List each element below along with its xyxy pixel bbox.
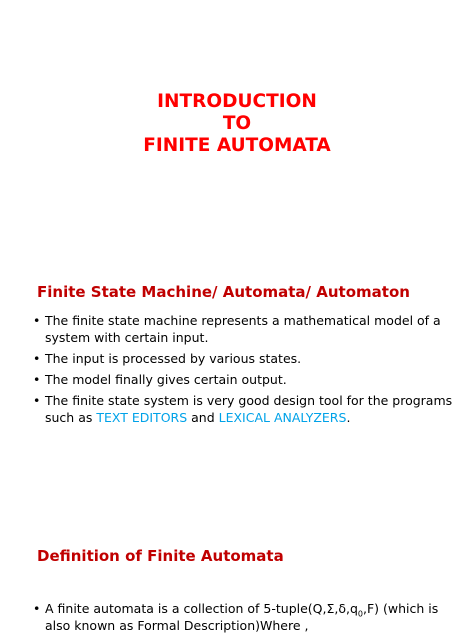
bullet-item — [33, 392, 453, 426]
bullet-text-after: . — [346, 410, 351, 425]
bullet-text-before: The finite state system is very good design tool for the programs such as — [45, 393, 453, 425]
bullet-icon: • — [33, 313, 41, 328]
section-heading-definition: Definition of Finite Automata — [37, 547, 284, 565]
title-line-1: INTRODUCTION — [157, 91, 317, 112]
definition-bullet-list — [33, 600, 453, 638]
title-line-2: TO — [222, 113, 252, 134]
finite-state-machine-bullet-list — [33, 312, 453, 430]
bullet-icon: • — [33, 351, 41, 366]
bullet-text: The model finally gives certain output. — [45, 372, 287, 387]
bullet-text: The input is processed by various states. — [45, 351, 302, 366]
highlight-lexical-analyzers: LEXICAL ANALYZERS — [218, 410, 347, 425]
title-line-3: FINITE AUTOMATA — [143, 135, 331, 156]
bullet-icon: • — [33, 601, 41, 616]
bullet-item — [33, 371, 453, 388]
subscript-zero: 0 — [357, 609, 364, 619]
bullet-icon: • — [33, 372, 41, 387]
bullet-item — [33, 350, 453, 367]
section-heading-finite-state-machine: Finite State Machine/ Automata/ Automaton — [37, 283, 410, 301]
bullet-item — [33, 312, 453, 346]
slide-title — [0, 91, 474, 157]
bullet-item — [33, 600, 453, 634]
highlight-text-editors: TEXT EDITORS — [96, 410, 188, 425]
bullet-text-middle: and — [187, 410, 219, 425]
bullet-text-before: A finite automata is a collection of 5-tuple(Q,Σ,δ,q — [45, 601, 358, 616]
bullet-text: The finite state machine represents a mathematical model of a system with certain input. — [45, 313, 441, 345]
bullet-icon: • — [33, 393, 41, 408]
bullet-text-after: ,F) (which is also known as Formal Description)Where , — [45, 601, 439, 633]
